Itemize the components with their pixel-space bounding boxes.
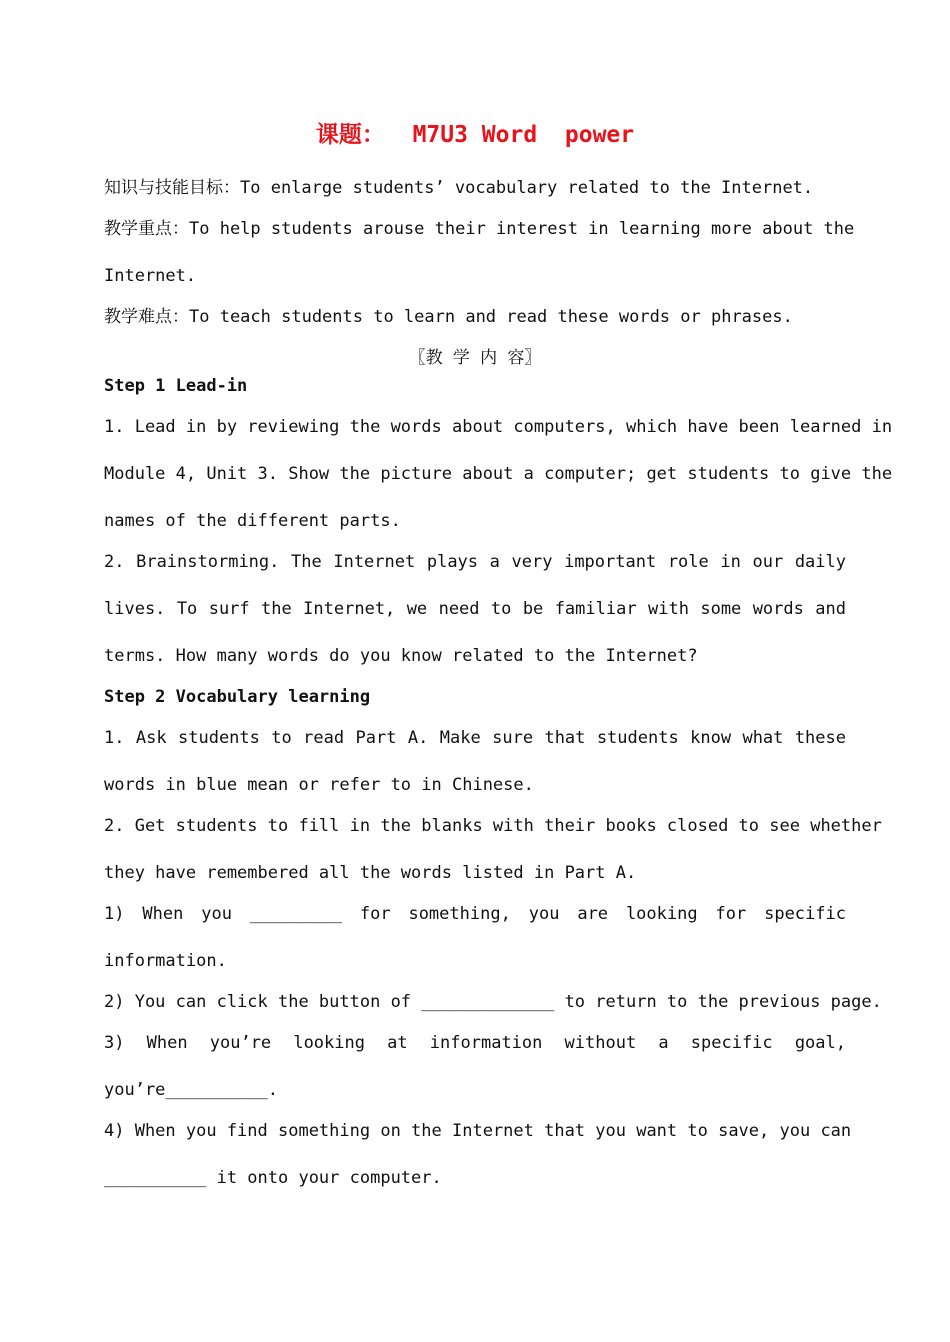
question1-line1: 1) When you _________ for something, you are looking for specific [104, 904, 846, 924]
question4-line2: __________ it onto your computer. [104, 1168, 442, 1188]
objective-goal: 知识与技能目标：To enlarge students’ vocabulary related to the Internet. [104, 178, 814, 198]
step2-paragraph1-line1: 1. Ask students to read Part A. Make sure that students know what these [104, 728, 846, 748]
question2: 2) You can click the button of _____________ to return to the previous page. [104, 992, 882, 1012]
step2-paragraph2-line2: they have remembered all the words listed in Part A. [104, 863, 637, 883]
objective-difficulty: 教学难点：To teach students to learn and read these words or phrases. [104, 307, 793, 327]
step1-paragraph1-line3: names of the different parts. [104, 511, 401, 531]
content-heading: 〖教 学 内 容〗 [408, 348, 542, 368]
page-title: 课题： M7U3 Word power [315, 122, 635, 148]
step1-paragraph1-line1: 1. Lead in by reviewing the words about computers, which have been learned in [104, 417, 893, 437]
step1-heading: Step 1 Lead-in [104, 376, 248, 396]
step1-paragraph2-line1: 2. Brainstorming. The Internet plays a very important role in our daily [104, 552, 846, 572]
step1-paragraph2-line2: lives. To surf the Internet, we need to be familiar with some words and [104, 599, 846, 619]
step2-paragraph1-line2: words in blue mean or refer to in Chinese. [104, 775, 534, 795]
step2-paragraph2-line1: 2. Get students to fill in the blanks with their books closed to see whether [104, 816, 882, 836]
step1-paragraph2-line3: terms. How many words do you know related to the Internet? [104, 646, 698, 666]
question3-line1: 3) When you’re looking at information without a specific goal, [104, 1033, 846, 1053]
question4-line1: 4) When you find something on the Internet that you want to save, you can [104, 1121, 852, 1141]
objective-key-line2: Internet. [104, 266, 197, 286]
question1-line2: information. [104, 951, 227, 971]
objective-key-line1: 教学重点：To help students arouse their interest in learning more about the [104, 219, 855, 239]
step2-heading: Step 2 Vocabulary learning [104, 687, 371, 707]
step1-paragraph1-line2: Module 4, Unit 3. Show the picture about a computer; get students to give the [104, 464, 893, 484]
question3-line2: you’re__________. [104, 1080, 278, 1100]
